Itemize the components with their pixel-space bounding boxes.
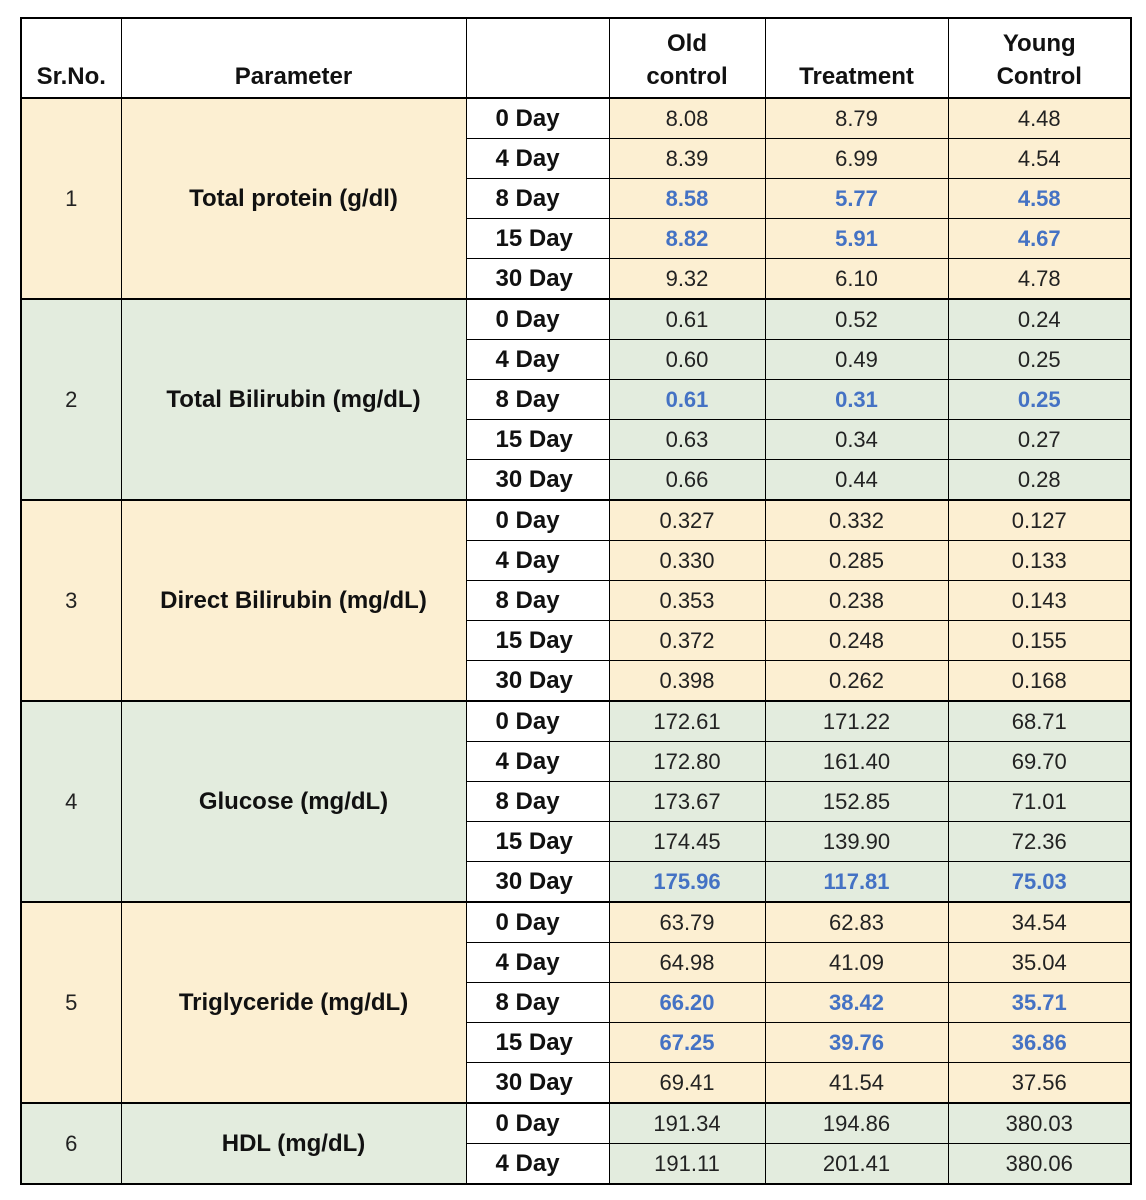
parameter-cell: Triglyceride (mg/dL) xyxy=(121,902,466,1103)
young-control-value-cell: 0.25 xyxy=(948,340,1131,380)
treatment-value-cell: 161.40 xyxy=(765,742,948,782)
young-control-value-cell: 0.24 xyxy=(948,299,1131,340)
header-young-control xyxy=(948,18,1131,98)
young-control-value-cell: 72.36 xyxy=(948,822,1131,862)
day-cell: 4 Day xyxy=(466,1144,609,1185)
header-old-control xyxy=(609,18,765,98)
sr-number-cell: 3 xyxy=(21,500,121,701)
treatment-value-cell: 38.42 xyxy=(765,983,948,1023)
parameter-cell: Total protein (g/dl) xyxy=(121,98,466,299)
old-control-value-cell: 0.60 xyxy=(609,340,765,380)
young-control-value-cell: 71.01 xyxy=(948,782,1131,822)
day-cell: 4 Day xyxy=(466,742,609,782)
treatment-value-cell: 8.79 xyxy=(765,98,948,139)
treatment-value-cell: 0.262 xyxy=(765,661,948,702)
day-cell: 30 Day xyxy=(466,460,609,501)
treatment-value-cell: 0.31 xyxy=(765,380,948,420)
results-table-container xyxy=(20,17,1132,1185)
treatment-value-cell: 6.10 xyxy=(765,259,948,300)
young-control-value-cell: 380.06 xyxy=(948,1144,1131,1185)
treatment-value-cell: 5.77 xyxy=(765,179,948,219)
sr-number-cell: 5 xyxy=(21,902,121,1103)
day-cell: 8 Day xyxy=(466,782,609,822)
header-young-control-line2: Control xyxy=(996,63,1082,90)
young-control-value-cell: 0.155 xyxy=(948,621,1131,661)
old-control-value-cell: 173.67 xyxy=(609,782,765,822)
young-control-value-cell: 4.48 xyxy=(948,98,1131,139)
treatment-value-cell: 117.81 xyxy=(765,862,948,903)
day-cell: 15 Day xyxy=(466,1023,609,1063)
parameter-cell: HDL (mg/dL) xyxy=(121,1103,466,1184)
sr-number-cell: 4 xyxy=(21,701,121,902)
day-cell: 0 Day xyxy=(466,299,609,340)
day-cell: 8 Day xyxy=(466,179,609,219)
day-cell: 8 Day xyxy=(466,983,609,1023)
treatment-value-cell: 0.248 xyxy=(765,621,948,661)
old-control-value-cell: 0.330 xyxy=(609,541,765,581)
old-control-value-cell: 0.66 xyxy=(609,460,765,501)
day-cell: 0 Day xyxy=(466,1103,609,1144)
old-control-value-cell: 0.61 xyxy=(609,299,765,340)
old-control-value-cell: 174.45 xyxy=(609,822,765,862)
treatment-value-cell: 0.238 xyxy=(765,581,948,621)
parameter-cell: Direct Bilirubin (mg/dL) xyxy=(121,500,466,701)
table-body xyxy=(21,98,1131,1184)
day-cell: 30 Day xyxy=(466,661,609,702)
parameter-cell: Glucose (mg/dL) xyxy=(121,701,466,902)
old-control-value-cell: 63.79 xyxy=(609,902,765,943)
treatment-value-cell: 41.09 xyxy=(765,943,948,983)
young-control-value-cell: 380.03 xyxy=(948,1103,1131,1144)
day-cell: 0 Day xyxy=(466,902,609,943)
table-row xyxy=(21,701,1131,742)
header-treatment: Treatment xyxy=(765,18,948,98)
treatment-value-cell: 139.90 xyxy=(765,822,948,862)
day-cell: 4 Day xyxy=(466,943,609,983)
treatment-value-cell: 194.86 xyxy=(765,1103,948,1144)
sr-number-cell: 1 xyxy=(21,98,121,299)
old-control-value-cell: 66.20 xyxy=(609,983,765,1023)
table-row xyxy=(21,500,1131,541)
table-row xyxy=(21,98,1131,139)
old-control-value-cell: 172.80 xyxy=(609,742,765,782)
young-control-value-cell: 4.58 xyxy=(948,179,1131,219)
results-table xyxy=(20,17,1132,1185)
treatment-value-cell: 201.41 xyxy=(765,1144,948,1185)
old-control-value-cell: 0.372 xyxy=(609,621,765,661)
treatment-value-cell: 0.52 xyxy=(765,299,948,340)
day-cell: 15 Day xyxy=(466,621,609,661)
young-control-value-cell: 0.25 xyxy=(948,380,1131,420)
treatment-value-cell: 5.91 xyxy=(765,219,948,259)
young-control-value-cell: 34.54 xyxy=(948,902,1131,943)
old-control-value-cell: 67.25 xyxy=(609,1023,765,1063)
day-cell: 0 Day xyxy=(466,98,609,139)
header-young-control-line1: Young xyxy=(1002,30,1076,57)
young-control-value-cell: 68.71 xyxy=(948,701,1131,742)
young-control-value-cell: 75.03 xyxy=(948,862,1131,903)
old-control-value-cell: 0.353 xyxy=(609,581,765,621)
table-row xyxy=(21,902,1131,943)
old-control-value-cell: 0.63 xyxy=(609,420,765,460)
header-period xyxy=(466,18,609,98)
young-control-value-cell: 69.70 xyxy=(948,742,1131,782)
young-control-value-cell: 0.127 xyxy=(948,500,1131,541)
young-control-value-cell: 0.27 xyxy=(948,420,1131,460)
treatment-value-cell: 0.44 xyxy=(765,460,948,501)
young-control-value-cell: 37.56 xyxy=(948,1063,1131,1104)
day-cell: 0 Day xyxy=(466,701,609,742)
treatment-value-cell: 39.76 xyxy=(765,1023,948,1063)
day-cell: 15 Day xyxy=(466,822,609,862)
old-control-value-cell: 0.398 xyxy=(609,661,765,702)
header-parameter: Parameter xyxy=(121,18,466,98)
old-control-value-cell: 191.34 xyxy=(609,1103,765,1144)
header-old-control-line2: control xyxy=(646,63,728,90)
old-control-value-cell: 8.82 xyxy=(609,219,765,259)
treatment-value-cell: 41.54 xyxy=(765,1063,948,1104)
young-control-value-cell: 35.71 xyxy=(948,983,1131,1023)
day-cell: 4 Day xyxy=(466,340,609,380)
day-cell: 4 Day xyxy=(466,541,609,581)
treatment-value-cell: 0.285 xyxy=(765,541,948,581)
old-control-value-cell: 191.11 xyxy=(609,1144,765,1185)
old-control-value-cell: 0.327 xyxy=(609,500,765,541)
treatment-value-cell: 62.83 xyxy=(765,902,948,943)
sr-number-cell: 2 xyxy=(21,299,121,500)
young-control-value-cell: 0.133 xyxy=(948,541,1131,581)
young-control-value-cell: 4.78 xyxy=(948,259,1131,300)
day-cell: 30 Day xyxy=(466,1063,609,1104)
old-control-value-cell: 8.39 xyxy=(609,139,765,179)
sr-number-cell: 6 xyxy=(21,1103,121,1184)
young-control-value-cell: 0.28 xyxy=(948,460,1131,501)
treatment-value-cell: 0.49 xyxy=(765,340,948,380)
young-control-value-cell: 4.67 xyxy=(948,219,1131,259)
old-control-value-cell: 64.98 xyxy=(609,943,765,983)
old-control-value-cell: 0.61 xyxy=(609,380,765,420)
young-control-value-cell: 36.86 xyxy=(948,1023,1131,1063)
young-control-value-cell: 0.143 xyxy=(948,581,1131,621)
day-cell: 0 Day xyxy=(466,500,609,541)
treatment-value-cell: 171.22 xyxy=(765,701,948,742)
treatment-value-cell: 0.34 xyxy=(765,420,948,460)
young-control-value-cell: 4.54 xyxy=(948,139,1131,179)
old-control-value-cell: 69.41 xyxy=(609,1063,765,1104)
header-old-control-line1: Old xyxy=(667,30,707,57)
young-control-value-cell: 0.168 xyxy=(948,661,1131,702)
day-cell: 30 Day xyxy=(466,259,609,300)
table-header-row xyxy=(21,18,1131,98)
day-cell: 30 Day xyxy=(466,862,609,903)
treatment-value-cell: 152.85 xyxy=(765,782,948,822)
table-row xyxy=(21,1103,1131,1144)
day-cell: 4 Day xyxy=(466,139,609,179)
day-cell: 8 Day xyxy=(466,581,609,621)
old-control-value-cell: 172.61 xyxy=(609,701,765,742)
treatment-value-cell: 6.99 xyxy=(765,139,948,179)
old-control-value-cell: 9.32 xyxy=(609,259,765,300)
treatment-value-cell: 0.332 xyxy=(765,500,948,541)
old-control-value-cell: 8.08 xyxy=(609,98,765,139)
old-control-value-cell: 175.96 xyxy=(609,862,765,903)
table-row xyxy=(21,299,1131,340)
day-cell: 15 Day xyxy=(466,420,609,460)
old-control-value-cell: 8.58 xyxy=(609,179,765,219)
day-cell: 15 Day xyxy=(466,219,609,259)
young-control-value-cell: 35.04 xyxy=(948,943,1131,983)
header-srno: Sr.No. xyxy=(21,18,121,98)
day-cell: 8 Day xyxy=(466,380,609,420)
parameter-cell: Total Bilirubin (mg/dL) xyxy=(121,299,466,500)
